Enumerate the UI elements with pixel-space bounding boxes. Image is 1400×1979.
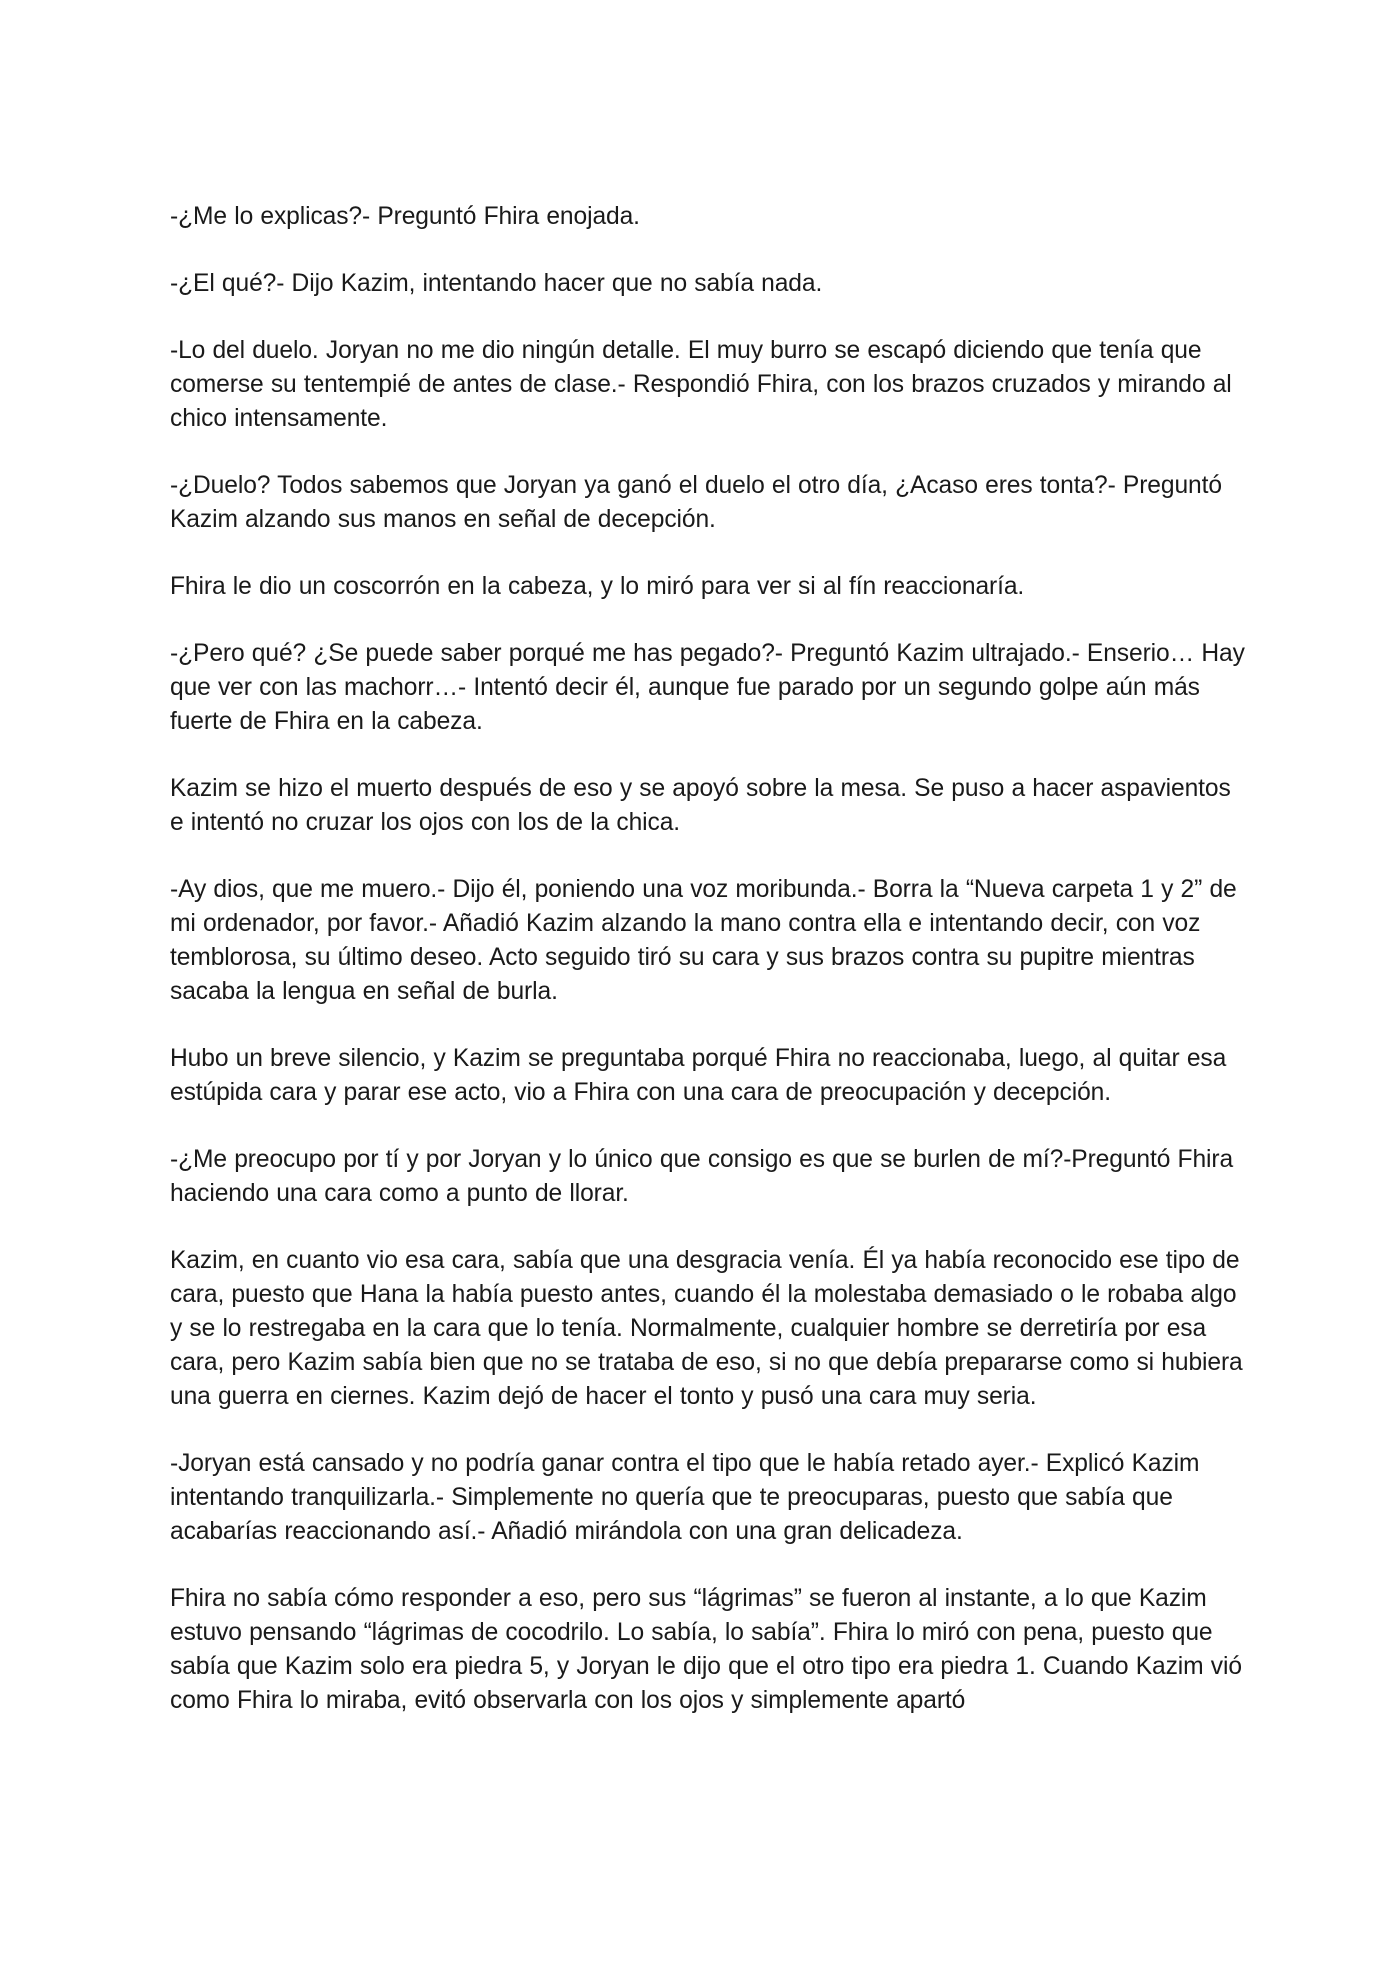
paragraph: Fhira no sabía cómo responder a eso, pero sus “lágrimas” se fueron al instante, a lo que Kazim estuvo pensando “lágrimas de cocodrilo. Lo sabía, lo sabía”. Fhira lo miró con pena, puesto que sabía que Kazim solo era piedra 5, y Joryan le dijo que el otro tipo era piedra 1. Cuando Kazim vió como Fhira lo miraba, evitó observarla con los ojos y simplemente apartó <box>170 1585 1242 1714</box>
paragraph: -¿El qué?- Dijo Kazim, intentando hacer que no sabía nada. <box>170 270 823 297</box>
paragraph: Kazim, en cuanto vio esa cara, sabía que una desgracia venía. Él ya había reconocido ese tipo de cara, puesto que Hana la había puesto antes, cuando él la molestaba demasiado o le robaba algo y se lo restregaba en la cara que lo tenía. Normalmente, cualquier hombre se derretiría por esa cara, pero Kazim sabía bien que no se trataba de eso, si no que debía prepararse como si hubiera una guerra en ciernes. Kazim dejó de hacer el tonto y pusó una cara muy seria. <box>170 1247 1243 1410</box>
paragraph: -Ay dios, que me muero.- Dijo él, poniendo una voz moribunda.- Borra la “Nueva carpeta 1 y 2” de mi ordenador, por favor.- Añadió Kazim alzando la mano contra ella e intentando decir, con voz temblorosa, su último deseo. Acto seguido tiró su cara y sus brazos contra su pupitre mientras sacaba la lengua en señal de burla. <box>170 876 1237 1005</box>
paragraph: -Lo del duelo. Joryan no me dio ningún detalle. El muy burro se escapó diciendo que tenía que comerse su tentempié de antes de clase.- Respondió Fhira, con los brazos cruzados y mirando al chico intensamente. <box>170 337 1232 432</box>
paragraph: -Joryan está cansado y no podría ganar contra el tipo que le había retado ayer.- Explicó Kazim intentando tranquilizarla.- Simplemente no quería que te preocuparas, puesto que sabía que acabarías reaccionando así.- Añadió mirándola con una gran delicadeza. <box>170 1450 1200 1545</box>
paragraph: -¿Me lo explicas?- Preguntó Fhira enojada. <box>170 203 640 230</box>
paragraph: Fhira le dio un coscorrón en la cabeza, y lo miró para ver si al fín reaccionaría. <box>170 573 1025 600</box>
paragraph: -¿Duelo? Todos sabemos que Joryan ya ganó el duelo el otro día, ¿Acaso eres tonta?- Preguntó Kazim alzando sus manos en señal de decepción. <box>170 472 1222 533</box>
paragraph: -¿Pero qué? ¿Se puede saber porqué me has pegado?- Preguntó Kazim ultrajado.- Enserio… Hay que ver con las machorr…- Intentó decir él, aunque fue parado por un segundo golpe aún más fuerte de Fhira en la cabeza. <box>170 640 1245 735</box>
paragraph: Hubo un breve silencio, y Kazim se preguntaba porqué Fhira no reaccionaba, luego, al quitar esa estúpida cara y parar ese acto, vio a Fhira con una cara de preocupación y decepción. <box>170 1045 1227 1106</box>
paragraph: -¿Me preocupo por tí y por Joryan y lo único que consigo es que se burlen de mí?-Preguntó Fhira haciendo una cara como a punto de llorar. <box>170 1146 1234 1207</box>
document-body <box>170 200 1250 1751</box>
paragraph: Kazim se hizo el muerto después de eso y se apoyó sobre la mesa. Se puso a hacer aspavientos e intentó no cruzar los ojos con los de la chica. <box>170 775 1231 836</box>
